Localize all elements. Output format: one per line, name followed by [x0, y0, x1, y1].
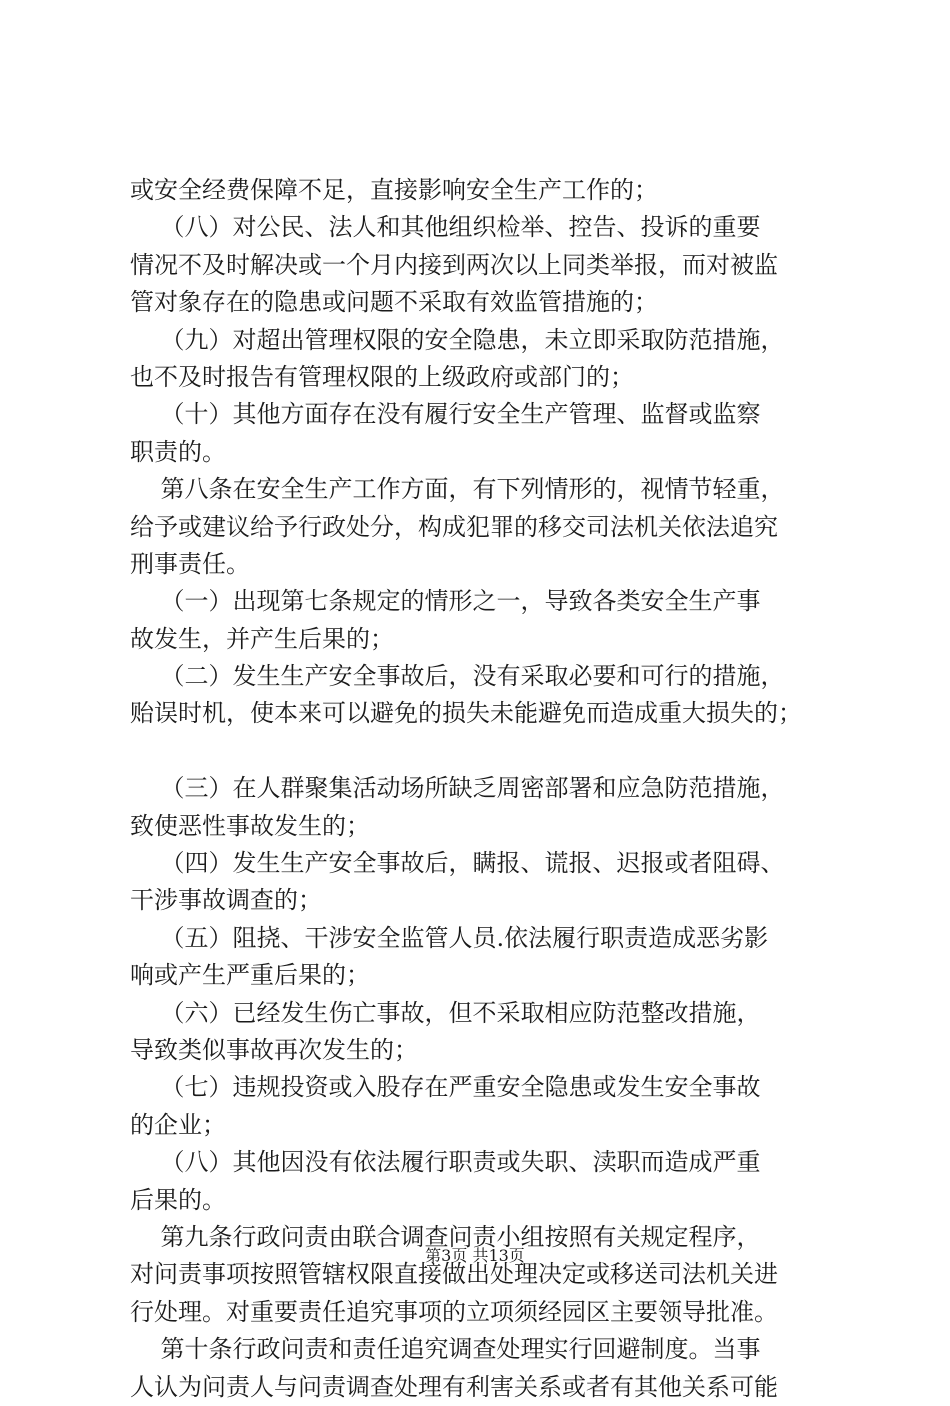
text-line: 的企业；	[130, 1110, 226, 1139]
text-line: 响或产生严重后果的；	[130, 961, 370, 990]
text-line: 故发生，并产生后果的；	[130, 624, 394, 653]
text-line: （一）出现第七条规定的情形之一，导致各类安全生产事	[130, 587, 761, 616]
text-line: （三）在人群聚集活动场所缺乏周密部署和应急防范措施，	[130, 774, 785, 803]
text-line: 给予或建议给予行政处分，构成犯罪的移交司法机关依法追究	[130, 512, 778, 541]
text-line: 刑事责任。	[130, 549, 250, 578]
text-line: 干涉事故调查的；	[130, 886, 322, 915]
text-line: （五）阻挠、干涉安全监管人员.依法履行职责造成恶劣影	[130, 923, 769, 952]
text-line: （十）其他方面存在没有履行安全生产管理、监督或监察	[130, 400, 761, 429]
text-line: 职责的。	[130, 437, 226, 466]
text-line: （二）发生生产安全事故后，没有采取必要和可行的措施，	[130, 662, 785, 691]
text-line	[130, 733, 840, 770]
text-line: （八）其他因没有依法履行职责或失职、渎职而造成严重	[130, 1148, 761, 1177]
text-line: 第九条行政问责由联合调查问责小组按照有关规定程序，	[130, 1222, 761, 1251]
text-line: 情况不及时解决或一个月内接到两次以上同类举报，而对被监	[130, 250, 778, 279]
text-line: 对问责事项按照管辖权限直接做出处理决定或移送司法机关进	[130, 1260, 778, 1289]
text-line: 或安全经费保障不足，直接影响安全生产工作的；	[130, 176, 658, 204]
text-line: 管对象存在的隐患或问题不采取有效监管措施的；	[130, 288, 658, 317]
text-line: 后果的。	[130, 1185, 226, 1214]
text-line: 第十条行政问责和责任追究调查处理实行回避制度。当事	[130, 1335, 761, 1364]
text-line: 导致类似事故再次发生的；	[130, 1035, 418, 1064]
text-line: 贻误时机，使本来可以避免的损失未能避免而造成重大损失的；	[130, 699, 802, 728]
text-line: （七）违规投资或入股存在严重安全隐患或发生安全事故	[130, 1073, 761, 1102]
text-line: 行处理。对重要责任追究事项的立项须经园区主要领导批准。	[130, 1297, 778, 1326]
text-line: （八）对公民、法人和其他组织检举、控告、投诉的重要	[130, 213, 761, 242]
document-body	[130, 172, 840, 1406]
text-line: （四）发生生产安全事故后，瞒报、谎报、迟报或者阻碍、	[130, 849, 785, 878]
text-line: 人认为问责人与问责调查处理有利害关系或者有其他关系可能	[130, 1372, 778, 1401]
text-line: 第八条在安全生产工作方面，有下列情形的，视情节轻重，	[130, 475, 785, 504]
text-line: 也不及时报告有管理权限的上级政府或部门的；	[130, 362, 634, 391]
text-line: 致使恶性事故发生的；	[130, 811, 370, 840]
text-line: （六）已经发生伤亡事故，但不采取相应防范整改措施，	[130, 998, 761, 1027]
page-footer: 第3页 共13页	[425, 1246, 525, 1265]
text-line: （九）对超出管理权限的安全隐患，未立即采取防范措施，	[130, 325, 785, 354]
